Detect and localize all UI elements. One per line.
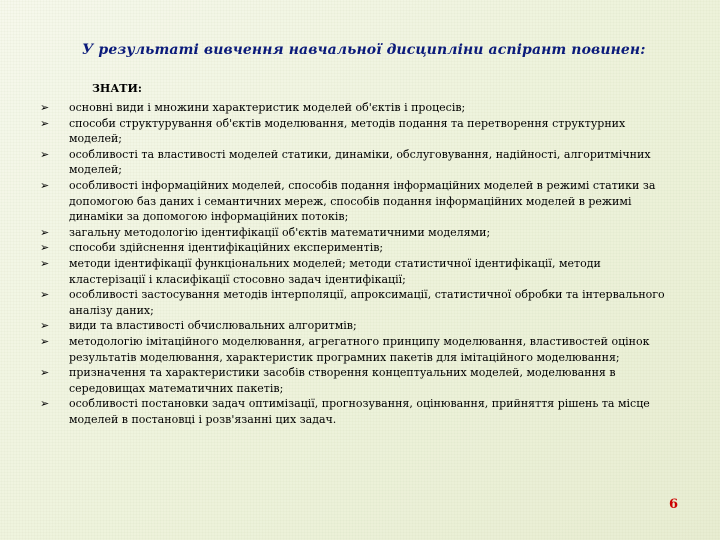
list-item	[40, 318, 680, 334]
list-item	[40, 396, 680, 427]
arrow-bullet-icon: ➢	[40, 147, 50, 161]
list-item	[40, 287, 680, 318]
arrow-bullet-icon: ➢	[40, 288, 50, 302]
list-item-text: види та властивості обчислювальних алгоритмів;	[69, 319, 357, 333]
arrow-bullet-icon: ➢	[40, 116, 50, 130]
list-item-text: особливості інформаційних моделей, способів подання інформаційних моделей в режимі статики за допомогою баз даних і семантичних мереж, способів подання інформаційних моделей в режимі динаміки за допомогою інформаційних потоків;	[69, 178, 656, 224]
arrow-bullet-icon: ➢	[40, 366, 50, 380]
list-item-text: особливості та властивості моделей статики, динаміки, обслуговування, надійності, алгоритмічних моделей;	[69, 147, 651, 177]
list-item	[40, 334, 680, 365]
list-item	[40, 225, 680, 241]
arrow-bullet-icon: ➢	[40, 178, 50, 192]
arrow-bullet-icon: ➢	[40, 225, 50, 239]
knowledge-list	[40, 100, 680, 427]
list-item	[40, 147, 680, 178]
list-item-text: основні види і множини характеристик моделей об'єктів і процесів;	[69, 101, 466, 114]
slide-title: У результаті вивчення навчальної дисципліни аспірант повинен:	[82, 42, 646, 58]
list-item	[40, 256, 680, 287]
arrow-bullet-icon: ➢	[40, 397, 50, 411]
arrow-bullet-icon: ➢	[40, 334, 50, 348]
list-item-text: особливості застосування методів інтерполяції, апроксимації, статистичної обробки та інтервального аналізу даних;	[69, 288, 665, 317]
arrow-bullet-icon: ➢	[40, 241, 50, 255]
list-item	[40, 178, 680, 225]
arrow-bullet-icon: ➢	[40, 256, 50, 270]
list-item	[40, 116, 680, 147]
list-item-text: особливості постановки задач оптимізації, прогнозування, оцінювання, прийняття рішень та місце моделей в постановці і розв'язанні цих задач.	[69, 397, 650, 426]
list-item-text: загальну методологію ідентифікації об'єктів математичними моделями;	[69, 225, 491, 239]
list-item-text: способи здійснення ідентифікаційних експериментів;	[69, 241, 384, 255]
list-item-text: способи структурування об'єктів моделювання, методів подання та перетворення структурних моделей;	[69, 116, 626, 146]
list-item-text: призначення та характеристики засобів створення концептуальних моделей, моделювання в середовищах математичних пакетів;	[69, 366, 616, 395]
list-item-text: методологію імітаційного моделювання, агрегатного принципу моделювання, властивостей оцінок результатів моделювання, характеристик програмних пакетів для імітаційного моделювання;	[69, 334, 650, 364]
list-item	[40, 240, 680, 256]
list-item	[40, 365, 680, 396]
section-subheading: ЗНАТИ:	[92, 82, 142, 95]
list-item-text: методи ідентифікації функціональних моделей; методи статистичної ідентифікації, методи кластерізації і класифікації стосовно задач ідентифікації;	[69, 256, 601, 286]
arrow-bullet-icon: ➢	[40, 319, 50, 333]
page-number: 6	[668, 497, 678, 512]
list-item	[40, 100, 680, 116]
arrow-bullet-icon: ➢	[40, 101, 50, 114]
